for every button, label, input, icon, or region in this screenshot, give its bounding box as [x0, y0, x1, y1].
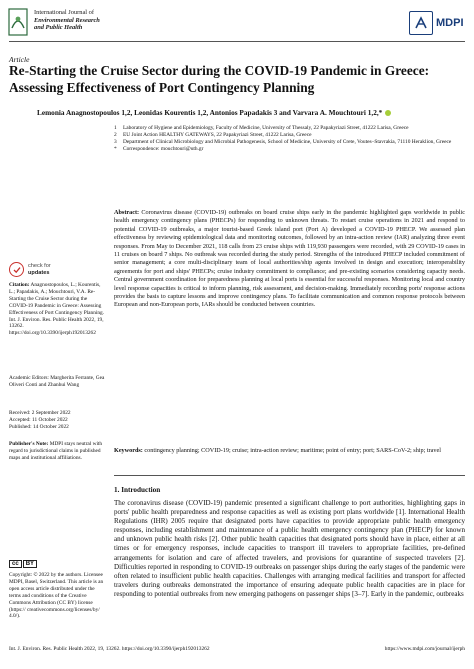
introduction-text: The coronavirus disease (COVID-19) pandemic presented a significant challenge to port authorities, highlighting gaps in ports' public health preparedness and response capacities as well as existing port plans worldwide [1]. International Health Regulations (IHR) 2005 require that designated ports have capacities to provide appropriate public health emergency responses, including establishment and maintenance of a public health emergency contingency plan (PHECP) for known and unknown public health risks [2]. Other public health capacities that designated ports should have in place, either at all times or for emergency responses, include capacities to transport ill travelers to appropriate facilities, pre-defined arrangements for isolation and care of affected travelers, and provisions for quarantine of suspected travelers [2]. Difficulties reported in responding to COVID-19 outbreaks on passenger ships during the early stages of the pandemic were often related to insufficient public health capacities. Challenges with arranging medical facilities and transport for affected travelers during outbreaks demonstrated the importance of ensuring adequate public health capacities are in place for responding to potential outbreaks from new emerging pathogens on passenger ships [3–7]. Early in the pandemic, outbreaks — [114, 499, 465, 598]
publisher-note-label: Publisher's Note: — [9, 441, 49, 447]
citation-label: Citation: — [9, 282, 30, 288]
keywords-text: contingency planning; COVID-19; cruise; intra-action review; maritime; point of entry; port; SARS-CoV-2; ship; travel — [144, 447, 441, 454]
check-updates-icon — [9, 262, 24, 277]
publisher-logo — [409, 10, 465, 36]
dates — [9, 410, 107, 431]
updates-line1: check for — [28, 263, 51, 270]
citation — [9, 282, 107, 337]
publisher-note — [9, 441, 107, 462]
published-date: Published: 14 October 2022 — [9, 423, 69, 430]
keywords-label: Keywords: — [114, 447, 143, 454]
academic-editors — [9, 375, 107, 389]
publisher-note-text: MDPI stays neutral with regard to jurisdictional claims in published maps and institutional affiliations. — [9, 441, 103, 461]
keywords — [114, 447, 465, 455]
editors-names: Margherita Ferrante, Gea Oliveri Conti and Zhanhui Wang — [9, 375, 105, 388]
keywords-divider — [114, 475, 465, 476]
publisher-name: MDPI — [436, 17, 464, 29]
abstract-text: Coronavirus disease (COVID-19) outbreaks on board cruise ships early in the pandemic highlighted gaps worldwide in public health emergency contingency plans (PHECPs) for responding to unknown threats. To restart cruise operations in 2021 and respond to potential COVID-19 outbreaks, a major tourist-based Greek island port (Port A) developed a COVID-19 PHECP. We assessed plan effectiveness by reviewing epidemiological data and monitoring outcomes, followed by an intra-action review (IAR) analyzing three event responses. From May to December 2021, 118 calls from 23 cruise ships with 119,930 passengers were recorded, with 29 COVID-19 cases in 11 cruises on board 7 ships. No outbreak was recorded during the study period. Strengths of the introduced PHECP included commitment of senior management; a core multi-disciplinary team of local authorities/ship agents involved in design and execution; interoperability agreements for port and ships' PHECPs; cruise industry commitment to compliance; and pre-existing scenarios considering capacity needs. Central government coordination for preparedness planning at local ports is essential for successful responses. Monitoring local and country level response capacities is critical to inform planning, risk assessment, and decision-making. Immediately recording ports' response actions provides the basis to capture lessons and improve contingency plans. To facilitate communication and common response protocols between European and non-European ports, IARs should be conducted between countries. — [114, 209, 466, 309]
editors-label: Academic Editors: — [9, 375, 49, 381]
journal-logo-icon — [8, 8, 28, 36]
affiliation-item — [114, 139, 464, 146]
article-type: Article — [9, 55, 30, 64]
journal-name-line3: and Public Health — [34, 24, 83, 32]
mdpi-logo-icon — [409, 11, 433, 35]
author-list — [37, 108, 391, 117]
header-divider — [9, 41, 465, 42]
affiliation-number: 3 — [114, 138, 117, 145]
abstract-label: Abstract: — [114, 209, 140, 216]
orcid-icon[interactable] — [385, 110, 391, 116]
affiliation-text: Department of Clinical Microbiology and Microbial Pathogenesis, School of Medicine, University of Crete, Voutes–Stavrakia, 71110 Heraklion, Greece — [123, 138, 452, 145]
updates-line2: updates — [28, 269, 50, 276]
footer-citation[interactable]: Int. J. Environ. Res. Public Health 2022, 19, 13262. https://doi.org/10.3390/ijerph192013262 — [9, 646, 210, 652]
received-date: Received: 2 September 2022 — [9, 410, 71, 416]
affiliation-text: EU Joint Action HEALTHY GATEWAYS, 22 Papakyriazi Street, 41222 Larisa, Greece — [123, 131, 312, 138]
citation-text: Anagnostopoulos, L.; Kourentis, L.; Papadakis, A.; Mouchtouri, V.A. Re-Starting the Cruise Sector during the COVID-19 Pandemic in Greece: Assessing Effectiveness of Port Contingency Planning. Int. J. Environ. Res. Public Health 2022, 19, 13262. https://doi.org/10.3390/ijerph192013262 — [9, 282, 105, 337]
affiliation-number: 1 — [114, 125, 117, 131]
affiliations — [114, 125, 464, 153]
affiliation-number: * — [114, 145, 117, 152]
affiliation-text: Laboratory of Hygiene and Epidemiology, Faculty of Medicine, University of Thessaly, 22 Papakyriazi Street, 41222 Larisa, Greece — [123, 125, 409, 131]
journal-name-line2: Environmental Research — [34, 16, 100, 24]
check-for-updates-button[interactable] — [9, 262, 51, 277]
accepted-date: Accepted: 11 October 2022 — [9, 416, 68, 423]
affiliation-item — [114, 132, 464, 139]
article-title: Re-Starting the Cruise Sector during the COVID-19 Pandemic in Greece: Assessing Effectiveness of Port Contingency Planning — [9, 63, 430, 95]
abstract — [114, 209, 465, 310]
cc-license-badge[interactable] — [9, 560, 37, 568]
footer-journal-url[interactable]: https://www.mdpi.com/journal/ijerph — [384, 646, 465, 652]
journal-name — [34, 9, 100, 32]
cc-icon: cc — [9, 560, 22, 568]
affiliation-number: 2 — [114, 131, 117, 138]
journal-name-line1: International Journal of — [34, 9, 94, 16]
correspondence — [114, 146, 464, 153]
page-footer — [9, 646, 465, 652]
license-text: Copyright: © 2022 by the authors. Licensee MDPI, Basel, Switzerland. This article is an open access article distributed under the terms and conditions of the Creative Commons Attribution (CC BY) license (https:// creativecommons.org/licenses/by/ 4.0/). — [9, 572, 104, 620]
by-icon: BY — [23, 560, 37, 568]
correspondence-email[interactable]: Correspondence: mouchtouri@uth.gr — [123, 145, 204, 152]
author-names: Lemonia Anagnostopoulos 1,2, Leonidas Kourentis 1,2, Antonios Papadakis 3 and Varvara A. Mouchtouri 1,2,* — [37, 108, 383, 117]
affiliation-item — [114, 125, 464, 132]
section-heading: 1. Introduction — [114, 486, 161, 494]
